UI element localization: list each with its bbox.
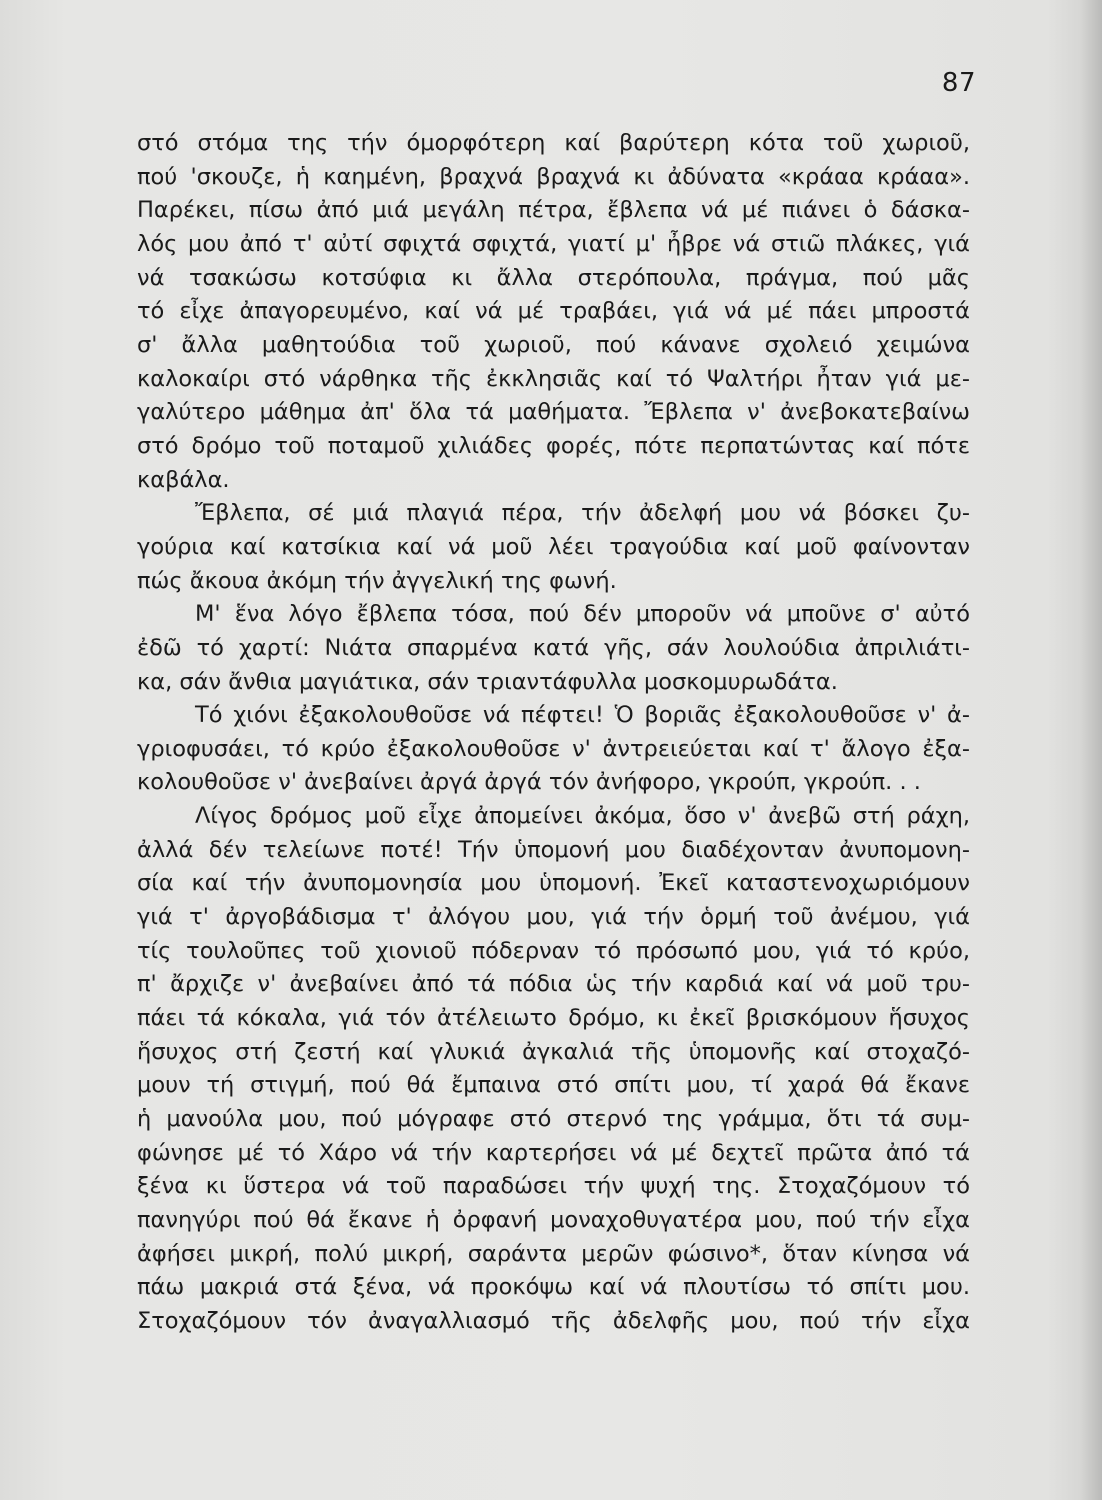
paragraph-start-line: Λίγος δρόμος μοῦ εἶχε ἀπομείνει ἀκόμα, ὅσο ν' ἀνεβῶ στή ράχη, (195, 803, 970, 830)
text-line: ἡ μανούλα μου, πού μόγραφε στό στερνό της γράμμα, ὅτι τά συμ- (137, 1106, 970, 1133)
body-text (137, 127, 970, 1339)
text-line: ἀλλά δέν τελείωνε ποτέ! Τήν ὑπομονή μου διαδέχονταν ἀνυπομονη- (137, 836, 970, 863)
text-line: πού 'σκουζε, ἡ καημένη, βραχνά βραχνά κι ἀδύνατα «κράαα κράαα». (137, 163, 970, 190)
text-line: κολουθοῦσε ν' ἀνεβαίνει ἀργά ἀργά τόν ἀνήφορο, γκρούπ, γκρούπ. . . (137, 769, 921, 796)
text-line: τό εἶχε ἀπαγορευμένο, καί νά μέ τραβάει, γιά νά μέ πάει μπροστά (137, 298, 970, 325)
page-edge-shadow (1080, 0, 1102, 1500)
text-line: ἥσυχος στή ζεστή καί γλυκιά ἀγκαλιά τῆς ὑπομονῆς καί στοχαζό- (137, 1038, 970, 1065)
paragraph-start-line: Μ' ἕνα λόγο ἔβλεπα τόσα, πού δέν μποροῦν νά μποῦνε σ' αὐτό (195, 601, 970, 628)
text-line: Στοχαζόμουν τόν ἀναγαλλιασμό τῆς ἀδελφῆς μου, πού τήν εἶχα (137, 1307, 970, 1334)
text-line: στό δρόμο τοῦ ποταμοῦ χιλιάδες φορές, πότε περπατώντας καί πότε (137, 432, 970, 459)
text-line: τίς τουλοῦπες τοῦ χιονιοῦ πόδερναν τό πρόσωπό μου, γιά τό κρύο, (137, 937, 970, 964)
text-line: πάω μακριά στά ξένα, νά προκόψω καί νά πλουτίσω τό σπίτι μου. (137, 1274, 970, 1301)
text-line: ἐδῶ τό χαρτί: Νιάτα σπαρμένα κατά γῆς, σάν λουλούδια ἀπριλιάτι- (137, 634, 970, 661)
text-line: π' ἄρχιζε ν' ἀνεβαίνει ἀπό τά πόδια ὡς τήν καρδιά καί νά μοῦ τρυ- (137, 971, 970, 998)
text-line: μουν τή στιγμή, πού θά ἔμπαινα στό σπίτι μου, τί χαρά θά ἔκανε (137, 1072, 970, 1099)
text-line: λός μου ἀπό τ' αὐτί σφιχτά σφιχτά, γιατί μ' ἦβρε νά στιῶ πλάκες, γιά (137, 230, 970, 257)
page-number: 87 (941, 68, 976, 98)
text-line: πάει τά κόκαλα, γιά τόν ἀτέλειωτο δρόμο, κι ἐκεῖ βρισκόμουν ἥσυχος (137, 1005, 970, 1032)
text-line: γιά τ' ἀργοβάδισμα τ' ἀλόγου μου, γιά τήν ὁρμή τοῦ ἀνέμου, γιά (137, 904, 970, 931)
text-line: στό στόμα της τήν όμορφότερη καί βαρύτερη κότα τοῦ χωριοῦ, (137, 130, 970, 156)
text-line: γαλύτερο μάθημα ἀπ' ὅλα τά μαθήματα. Ἔβλεπα ν' ἀνεβοκατεβαίνω (137, 399, 970, 426)
text-line: Παρέκει, πίσω ἀπό μιά μεγάλη πέτρα, ἔβλεπα νά μέ πιάνει ὁ δάσκα- (137, 197, 970, 224)
text-line: πανηγύρι πού θά ἔκανε ἡ ὀρφανή μοναχοθυγατέρα μου, πού τήν εἶχα (137, 1207, 970, 1233)
text-line: καλοκαίρι στό νάρθηκα τῆς ἐκκλησιᾶς καί τό Ψαλτήρι ἦταν γιά με- (137, 365, 970, 392)
text-line: ἀφήσει μικρή, πολύ μικρή, σαράντα μερῶν φώσινο*, ὅταν κίνησα νά (137, 1240, 970, 1267)
text-line: σ' ἄλλα μαθητούδια τοῦ χωριοῦ, πού κάνανε σχολειό χειμώνα (137, 331, 970, 358)
text-line: νά τσακώσω κοτσύφια κι ἄλλα στερόπουλα, πράγμα, πού μᾶς (137, 264, 970, 291)
text-line: καβάλα. (137, 466, 230, 493)
text-line: σία καί τήν ἀνυπομονησία μου ὑπομονή. Ἐκεῖ καταστενοχωριόμουν (137, 870, 970, 897)
text-line: κα, σάν ἄνθια μαγιάτικα, σάν τριαντάφυλλα μοσκομυρωδάτα. (137, 668, 838, 695)
text-line: φώνησε μέ τό Χάρο νά τήν καρτερήσει νά μέ δεχτεῖ πρῶτα ἀπό τά (137, 1139, 970, 1166)
paragraph-start-line: Τό χιόνι ἐξακολουθοῦσε νά πέφτει! Ὁ βοριᾶς ἐξακολουθοῦσε ν' ἀ- (195, 702, 970, 729)
text-line: πώς ἄκουα ἀκόμη τήν ἀγγελική της φωνή. (137, 567, 617, 594)
text-line: γούρια καί κατσίκια καί νά μοῦ λέει τραγούδια καί μοῦ φαίνονταν (137, 533, 970, 560)
text-line: ξένα κι ὕστερα νά τοῦ παραδώσει τήν ψυχή της. Στοχαζόμουν τό (137, 1173, 970, 1200)
paragraph-start-line: Ἔβλεπα, σέ μιά πλαγιά πέρα, τήν ἀδελφή μου νά βόσκει ζυ- (195, 500, 970, 527)
text-line: γριοφυσάει, τό κρύο ἐξακολουθοῦσε ν' ἀντρειεύεται καί τ' ἄλογο ἐξα- (137, 735, 970, 762)
